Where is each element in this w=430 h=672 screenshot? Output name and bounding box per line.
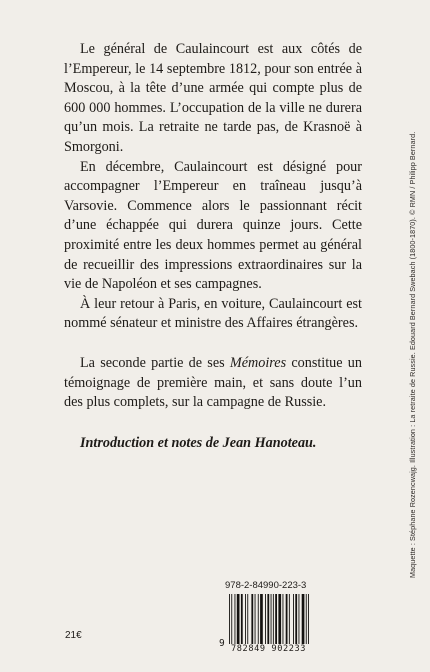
barcode-bar <box>265 594 266 644</box>
barcode-bar <box>283 594 284 644</box>
barcode-bar <box>235 594 236 644</box>
barcode-bar <box>308 594 309 644</box>
barcode-bar <box>306 594 307 644</box>
blurb-paragraph-1: Le général de Caulaincourt est aux côtés de l’Empereur, le 14 septembre 1812, pour son entrée à Moscou, à la tête d’une armée qui compte plus de 600 000 hommes. L’occupation de la ville ne durera qu’un mois. La retraite ne tarde pas, de Krasnoë à Smorgoni. <box>64 41 362 155</box>
paragraph-4-tail: constitue un témoignage de première main, et sans doute l’un des plus complets, sur la campagne de Russie. <box>64 354 362 411</box>
barcode-bar <box>231 594 232 644</box>
blurb-text <box>64 40 362 453</box>
barcode-bar <box>271 594 272 644</box>
barcode-bar <box>278 594 281 644</box>
blurb-paragraph-4 <box>64 354 362 413</box>
introduction-credit: Introduction et notes de Jean Hanoteau. <box>80 434 317 451</box>
barcode-digits: 782849 902233 <box>231 644 319 654</box>
blurb-paragraph-2: En décembre, Caulaincourt est désigné pour accompagner l’Empereur en traîneau jusqu’à Varsovie. Commence alors le passionnant récit d’une échappée qui durera quinze jours. Cette proximité entre les deux hommes permet au général de recueillir des impressions extraordinaires sur la vie de Napoléon et ses campagnes. <box>64 158 362 293</box>
barcode-bar <box>286 594 288 644</box>
barcode-bar <box>275 594 277 644</box>
barcode-bars <box>229 594 317 644</box>
barcode-bar <box>237 594 240 644</box>
paragraph-4-lead: La seconde partie de ses <box>80 354 230 371</box>
barcode-bar <box>260 594 263 644</box>
barcode-bar <box>295 594 297 644</box>
barcode <box>219 594 319 652</box>
barcode-bar <box>273 594 274 644</box>
barcode-bar <box>241 594 243 644</box>
barcode-bar <box>299 594 300 644</box>
barcode-lead-digit: 9 <box>219 638 225 649</box>
blurb-paragraph-3: À leur retour à Paris, en voiture, Caulaincourt est nommé sénateur et ministre des Affaires étrangères. <box>64 295 362 332</box>
vertical-credits: Maquette : Stéphane Rozencwajg. Illustration : La retraite de Russie. Edouard Bernard Swebach (1800-1870). © RMN / Philipp Bernard. <box>408 131 417 578</box>
barcode-bar <box>289 594 290 644</box>
barcode-bar <box>245 594 246 644</box>
barcode-bar <box>247 594 248 644</box>
isbn-number: 978-2-84990-223-3 <box>225 580 307 591</box>
barcode-bar <box>293 594 294 644</box>
barcode-bar <box>267 594 269 644</box>
barcode-bar <box>251 594 253 644</box>
barcode-bar <box>229 594 230 644</box>
book-title-italic: Mémoires <box>229 354 287 371</box>
barcode-bar <box>302 594 305 644</box>
barcode-bar <box>258 594 259 644</box>
price-label: 21€ <box>65 630 82 641</box>
barcode-bar <box>255 594 256 644</box>
